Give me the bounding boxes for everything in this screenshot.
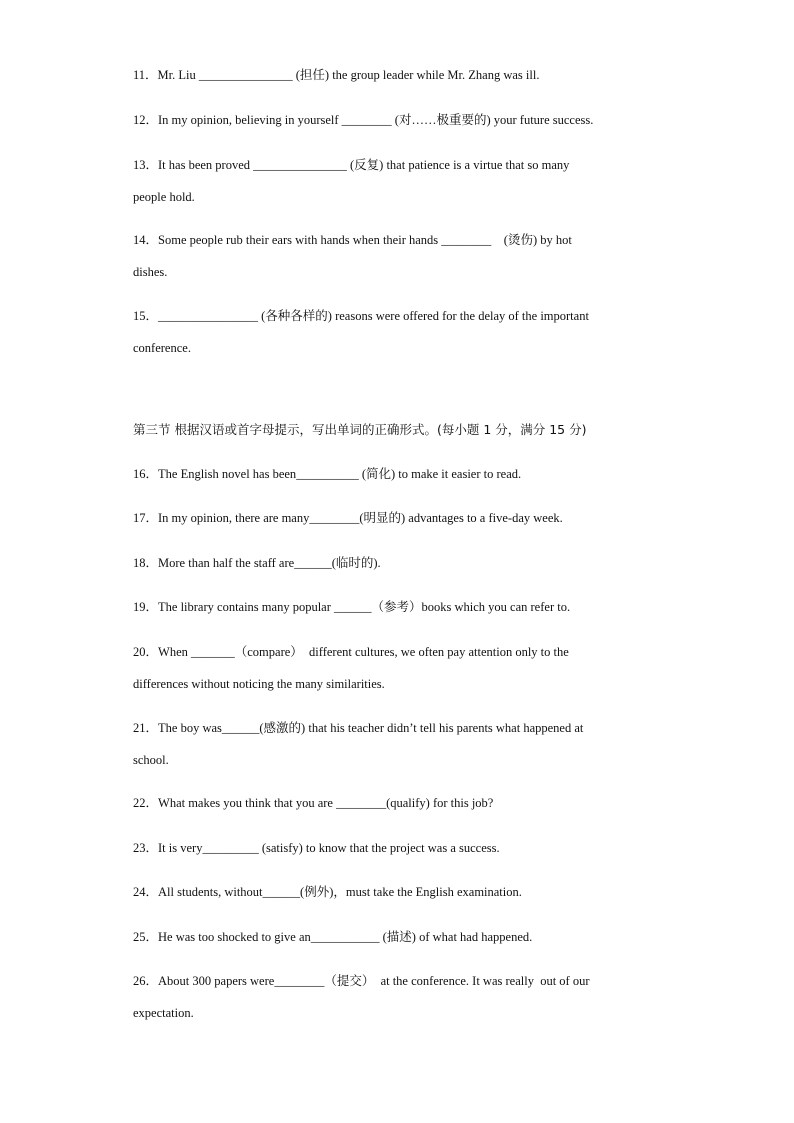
- question-25: [133, 922, 658, 954]
- question-23: [133, 833, 658, 865]
- answer-blank[interactable]: ________: [441, 233, 492, 247]
- question-26: [133, 966, 658, 1029]
- answer-blank[interactable]: ______: [334, 600, 372, 614]
- question-text-after: (satisfy) to know that the project was a success.: [258, 841, 500, 855]
- question-text-before: More than half the staff are: [158, 556, 295, 570]
- question-text-before: Mr. Liu: [157, 68, 199, 82]
- question-16: [133, 459, 658, 491]
- question-number: 25．: [133, 930, 159, 944]
- answer-blank[interactable]: __________: [296, 467, 359, 481]
- question-text-before: In my opinion, believing in yourself: [158, 113, 342, 127]
- answer-blank[interactable]: _______________: [253, 158, 347, 172]
- question-number: 18．: [133, 556, 159, 570]
- question-text-before: About 300 papers were: [158, 974, 275, 988]
- question-number: 20．: [133, 645, 159, 659]
- question-20: [133, 637, 658, 700]
- question-number: 24．: [133, 885, 159, 899]
- answer-blank[interactable]: _______________: [198, 68, 293, 82]
- answer-blank[interactable]: ________: [336, 796, 387, 810]
- question-continuation: conference.: [133, 340, 191, 355]
- question-text-after: (临时的).: [331, 556, 381, 570]
- question-number: 17．: [133, 511, 159, 525]
- question-continuation: differences without noticing the many similarities.: [133, 676, 385, 691]
- question-19: [133, 592, 658, 624]
- question-text-after: (描述) of what had happened.: [379, 930, 533, 944]
- question-continuation: expectation.: [133, 1005, 194, 1020]
- answer-blank[interactable]: ________________: [158, 309, 259, 323]
- question-continuation: dishes.: [133, 264, 168, 279]
- question-number: 12．: [133, 113, 159, 127]
- question-text-after: （compare） different cultures, we often pay attention only to the: [234, 645, 569, 659]
- question-text-before: In my opinion, there are many: [158, 511, 310, 525]
- section-3-title: 第三节 根据汉语或首字母提示，写出单词的正确形式。(每小题 1 分，满分 15 分): [133, 422, 587, 437]
- question-text-before: It is very: [158, 841, 203, 855]
- question-number: 22．: [133, 796, 159, 810]
- question-15: [133, 301, 658, 364]
- question-text-after: (简化) to make it easier to read.: [358, 467, 522, 481]
- question-number: 14．: [133, 233, 159, 247]
- question-number: 15．: [133, 309, 159, 323]
- question-text-after: (感激的) that his teacher didn’t tell his parents what happened at: [259, 721, 584, 735]
- answer-blank[interactable]: ___________: [310, 930, 380, 944]
- question-18: [133, 548, 658, 580]
- answer-blank[interactable]: ________: [341, 113, 392, 127]
- question-text-after: (例外)，must take the English examination.: [300, 885, 522, 899]
- question-text-before: The boy was: [158, 721, 222, 735]
- question-21: [133, 713, 658, 776]
- question-text-before: He was too shocked to give an: [158, 930, 311, 944]
- answer-blank[interactable]: ______: [294, 556, 332, 570]
- question-14: [133, 225, 658, 288]
- question-text-before: What makes you think that you are: [158, 796, 337, 810]
- question-number: 16．: [133, 467, 159, 481]
- question-text-before: When: [158, 645, 191, 659]
- question-text-after: (担任) the group leader while Mr. Zhang was ill.: [292, 68, 540, 82]
- answer-blank[interactable]: _________: [202, 841, 259, 855]
- question-22: [133, 788, 658, 820]
- question-number: 13．: [133, 158, 159, 172]
- answer-blank[interactable]: ______: [262, 885, 301, 899]
- question-17: [133, 503, 658, 535]
- question-text-after: (对……极重要的) your future success.: [391, 113, 594, 127]
- answer-blank[interactable]: ________: [274, 974, 325, 988]
- question-text-after: （提交） at the conference. It was really out of our: [324, 974, 590, 988]
- question-text-after: (烫伤) by hot: [491, 233, 572, 247]
- question-number: 19．: [133, 600, 159, 614]
- question-24: [133, 877, 658, 909]
- question-text-before: It has been proved: [158, 158, 254, 172]
- question-text-before: All students, without: [158, 885, 263, 899]
- question-13: [133, 150, 658, 213]
- answer-blank[interactable]: ______: [221, 721, 260, 735]
- question-continuation: school.: [133, 752, 169, 767]
- question-text-after: (qualify) for this job?: [386, 796, 494, 810]
- question-text-before: Some people rub their ears with hands when their hands: [158, 233, 442, 247]
- question-text-after: (反复) that patience is a virtue that so many: [346, 158, 570, 172]
- answer-blank[interactable]: ________: [309, 511, 360, 525]
- question-number: 23．: [133, 841, 159, 855]
- question-number: 26．: [133, 974, 159, 988]
- question-number: 21．: [133, 721, 159, 735]
- question-text-before: The library contains many popular: [158, 600, 335, 614]
- question-12: [133, 105, 658, 137]
- question-text-before: The English novel has been: [158, 467, 297, 481]
- question-text-after: (各种各样的) reasons were offered for the delay of the important: [258, 309, 589, 323]
- question-text-after: （参考）books which you can refer to.: [371, 600, 571, 614]
- question-11: [133, 60, 658, 92]
- question-continuation: people hold.: [133, 189, 195, 204]
- question-number: 11．: [133, 68, 158, 82]
- question-text-after: (明显的) advantages to a five-day week.: [359, 511, 563, 525]
- answer-blank[interactable]: _______: [191, 645, 235, 659]
